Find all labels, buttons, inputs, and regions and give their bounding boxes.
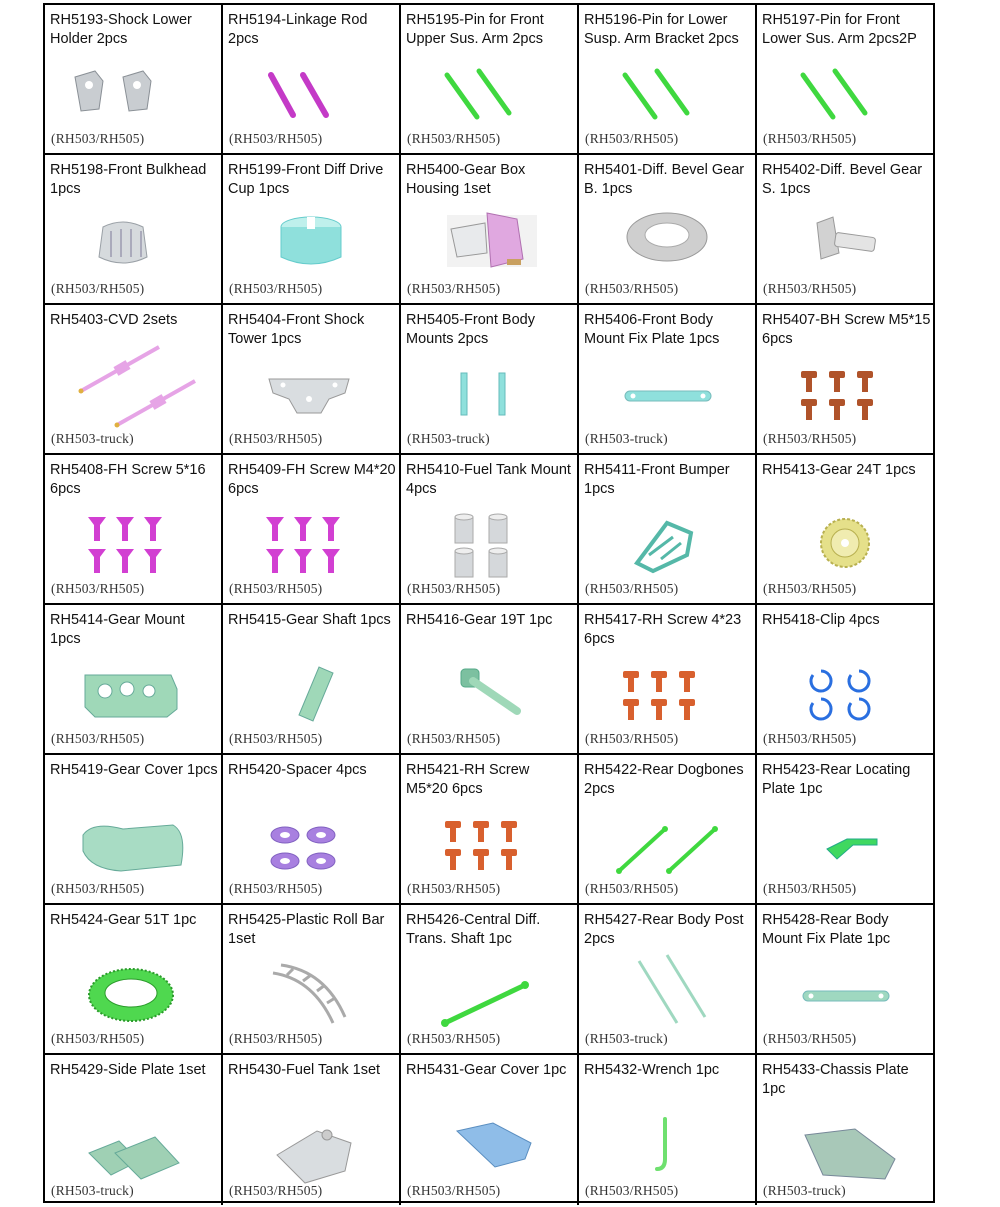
- part-cell: [401, 905, 579, 1055]
- model-compat: (RH503/RH505): [407, 1031, 501, 1046]
- part-cell: [757, 605, 934, 755]
- part-cell: [401, 605, 579, 755]
- model-compat: (RH503/RH505): [51, 131, 145, 146]
- part-title: RH5421-RH Screw M5*20 6pcs: [406, 762, 530, 797]
- part-title: RH5429-Side Plate 1set: [50, 1062, 206, 1078]
- model-compat: (RH503/RH505): [585, 131, 679, 146]
- part-cell: [401, 455, 579, 605]
- model-compat: (RH503/RH505): [585, 731, 679, 746]
- part-title: RH5411-Front Bumper 1pcs: [584, 462, 730, 497]
- part-cell: [757, 155, 934, 305]
- part-cell: [757, 755, 934, 905]
- part-title: RH5433-Chassis Plate 1pc: [762, 1062, 909, 1097]
- part-cell: [579, 5, 757, 155]
- part-title: RH5407-BH Screw M5*15 6pcs: [762, 312, 931, 347]
- part-cell: [45, 455, 223, 605]
- model-compat: (RH503/RH505): [763, 581, 857, 596]
- model-compat: (RH503-truck): [51, 431, 134, 446]
- part-cell: [45, 1055, 223, 1205]
- part-title: RH5424-Gear 51T 1pc: [50, 912, 197, 928]
- model-compat: (RH503/RH505): [229, 281, 323, 296]
- model-compat: (RH503/RH505): [229, 881, 323, 896]
- part-title: RH5414-Gear Mount 1pcs: [50, 612, 185, 647]
- part-title: RH5427-Rear Body Post 2pcs: [584, 912, 744, 947]
- part-title: RH5196-Pin for Lower Susp. Arm Bracket 2pcs: [584, 12, 739, 47]
- model-compat: (RH503/RH505): [51, 731, 145, 746]
- part-title: RH5198-Front Bulkhead 1pcs: [50, 162, 207, 197]
- part-cell: [579, 305, 757, 455]
- part-title: RH5195-Pin for Front Upper Sus. Arm 2pcs: [406, 12, 544, 47]
- part-title: RH5418-Clip 4pcs: [762, 612, 880, 628]
- part-cell: [757, 455, 934, 605]
- part-title: RH5426-Central Diff. Trans. Shaft 1pc: [406, 912, 541, 947]
- part-cell: [757, 905, 934, 1055]
- model-compat: (RH503/RH505): [763, 131, 857, 146]
- part-title: RH5415-Gear Shaft 1pcs: [228, 612, 391, 628]
- part-cell: [579, 455, 757, 605]
- model-compat: (RH503/RH505): [763, 431, 857, 446]
- part-title: RH5409-FH Screw M4*20 6pcs: [228, 462, 396, 497]
- part-cell: [757, 305, 934, 455]
- part-title: RH5406-Front Body Mount Fix Plate 1pcs: [584, 312, 720, 347]
- model-compat: (RH503/RH505): [763, 1031, 857, 1046]
- model-compat: (RH503/RH505): [585, 881, 679, 896]
- part-title: RH5197-Pin for Front Lower Sus. Arm 2pcs2P: [762, 12, 917, 47]
- part-title: RH5416-Gear 19T 1pc: [406, 612, 553, 628]
- part-title: RH5410-Fuel Tank Mount 4pcs: [406, 462, 571, 497]
- part-cell: [579, 155, 757, 305]
- part-cell: [45, 305, 223, 455]
- model-compat: (RH503/RH505): [229, 731, 323, 746]
- model-compat: (RH503/RH505): [229, 431, 323, 446]
- model-compat: (RH503/RH505): [229, 1183, 323, 1198]
- part-title: RH5403-CVD 2sets: [50, 312, 178, 328]
- part-cell: [401, 305, 579, 455]
- model-compat: (RH503/RH505): [585, 1183, 679, 1198]
- part-cell: [579, 605, 757, 755]
- model-compat: (RH503/RH505): [763, 881, 857, 896]
- model-compat: (RH503-truck): [585, 431, 668, 446]
- model-compat: (RH503/RH505): [407, 881, 501, 896]
- part-cell: [401, 1055, 579, 1205]
- model-compat: (RH503-truck): [763, 1183, 846, 1198]
- parts-grid: [43, 3, 935, 1203]
- model-compat: (RH503-truck): [585, 1031, 668, 1046]
- part-title: RH5431-Gear Cover 1pc: [406, 1062, 567, 1078]
- model-compat: (RH503/RH505): [407, 581, 501, 596]
- model-compat: (RH503/RH505): [51, 281, 145, 296]
- part-cell: [401, 155, 579, 305]
- model-compat: (RH503/RH505): [407, 131, 501, 146]
- part-cell: [223, 455, 401, 605]
- part-title: RH5425-Plastic Roll Bar 1set: [228, 912, 385, 947]
- model-compat: (RH503/RH505): [407, 731, 501, 746]
- model-compat: (RH503/RH505): [229, 581, 323, 596]
- part-cell: [45, 755, 223, 905]
- model-compat: (RH503-truck): [51, 1183, 134, 1198]
- part-title: RH5408-FH Screw 5*16 6pcs: [50, 462, 206, 497]
- part-cell: [45, 5, 223, 155]
- part-title: RH5428-Rear Body Mount Fix Plate 1pc: [762, 912, 891, 947]
- part-cell: [223, 305, 401, 455]
- part-cell: [757, 1055, 934, 1205]
- part-cell: [757, 5, 934, 155]
- part-title: RH5400-Gear Box Housing 1set: [406, 162, 526, 197]
- part-title: RH5402-Diff. Bevel Gear S. 1pcs: [762, 162, 923, 197]
- part-title: RH5422-Rear Dogbones 2pcs: [584, 762, 744, 797]
- model-compat: (RH503/RH505): [407, 281, 501, 296]
- part-title: RH5405-Front Body Mounts 2pcs: [406, 312, 535, 347]
- part-cell: [579, 905, 757, 1055]
- part-title: RH5417-RH Screw 4*23 6pcs: [584, 612, 742, 647]
- model-compat: (RH503/RH505): [763, 731, 857, 746]
- part-cell: [223, 905, 401, 1055]
- part-cell: [579, 755, 757, 905]
- model-compat: (RH503/RH505): [51, 1031, 145, 1046]
- part-cell: [401, 755, 579, 905]
- part-title: RH5401-Diff. Bevel Gear B. 1pcs: [584, 162, 745, 197]
- part-cell: [579, 1055, 757, 1205]
- part-cell: [223, 605, 401, 755]
- part-title: RH5199-Front Diff Drive Cup 1pcs: [228, 162, 384, 197]
- model-compat: (RH503-truck): [407, 431, 490, 446]
- model-compat: (RH503/RH505): [51, 881, 145, 896]
- part-cell: [401, 5, 579, 155]
- part-title: RH5423-Rear Locating Plate 1pc: [762, 762, 911, 797]
- part-title: RH5420-Spacer 4pcs: [228, 762, 367, 778]
- part-cell: [223, 5, 401, 155]
- model-compat: (RH503/RH505): [763, 281, 857, 296]
- part-title: RH5419-Gear Cover 1pcs: [50, 762, 218, 778]
- part-title: RH5193-Shock Lower Holder 2pcs: [50, 12, 192, 47]
- model-compat: (RH503/RH505): [51, 581, 145, 596]
- part-title: RH5432-Wrench 1pc: [584, 1062, 720, 1078]
- part-cell: [45, 605, 223, 755]
- model-compat: (RH503/RH505): [585, 281, 679, 296]
- model-compat: (RH503/RH505): [585, 581, 679, 596]
- model-compat: (RH503/RH505): [229, 131, 323, 146]
- part-cell: [45, 155, 223, 305]
- part-title: RH5430-Fuel Tank 1set: [228, 1062, 381, 1078]
- part-title: RH5413-Gear 24T 1pcs: [762, 462, 916, 478]
- part-title: RH5404-Front Shock Tower 1pcs: [228, 312, 365, 347]
- part-cell: [223, 755, 401, 905]
- model-compat: (RH503/RH505): [229, 1031, 323, 1046]
- part-cell: [223, 155, 401, 305]
- part-title: RH5194-Linkage Rod 2pcs: [228, 12, 368, 47]
- model-compat: (RH503/RH505): [407, 1183, 501, 1198]
- part-cell: [45, 905, 223, 1055]
- part-cell: [223, 1055, 401, 1205]
